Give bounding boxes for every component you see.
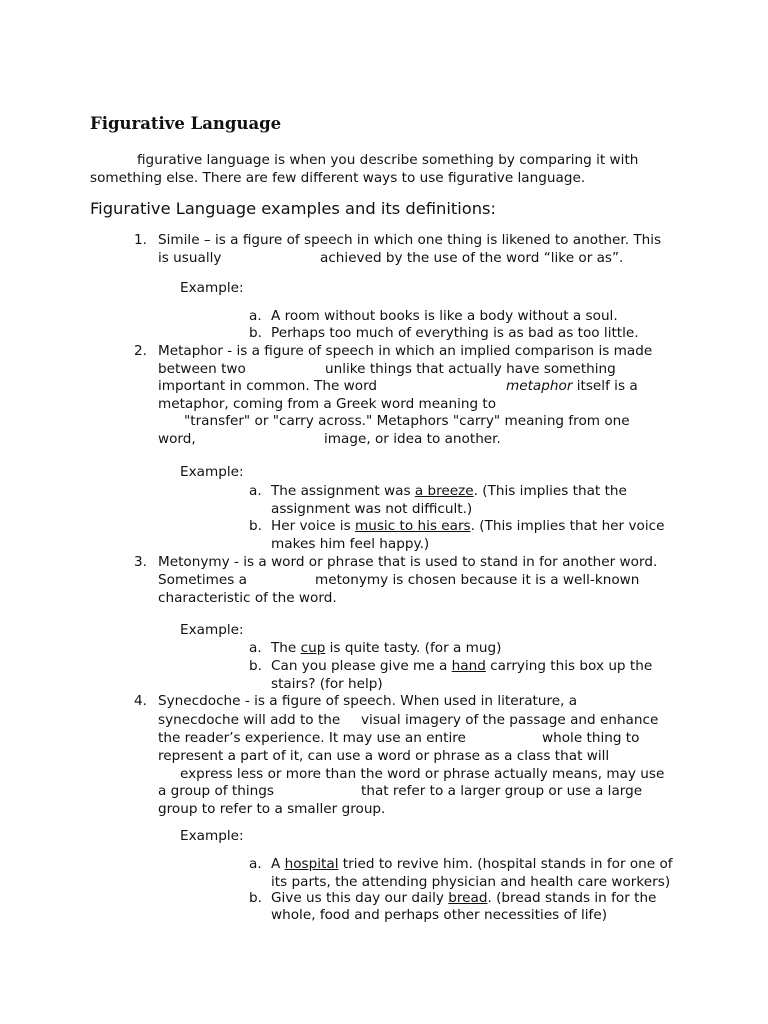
example-text: A room without books is like a body without a soul. <box>271 308 618 324</box>
example-text: stairs? (for help) <box>271 676 383 692</box>
list-number: 1. <box>134 232 147 248</box>
underlined-term: cup <box>300 640 326 656</box>
example-text <box>271 890 656 907</box>
example-post: is quite tasty. (for a mug) <box>325 640 502 656</box>
underlined-term: hand <box>451 658 486 674</box>
item-line: is usually <box>158 250 222 266</box>
item-line: the reader’s experience. It may use an entire <box>158 730 466 746</box>
item-line: group to refer to a smaller group. <box>158 801 386 817</box>
example-letter: b. <box>249 518 262 534</box>
example-text: its parts, the attending physician and health care workers) <box>271 874 671 890</box>
item-line: synecdoche will add to the <box>158 712 341 728</box>
example-letter: a. <box>249 640 262 656</box>
list-number: 4. <box>134 693 147 709</box>
example-label: Example: <box>180 464 244 480</box>
example-pre: Can you please give me a <box>271 658 452 674</box>
underlined-term: hospital <box>284 856 339 872</box>
item-line: important in common. The word <box>158 378 378 394</box>
underlined-term: bread <box>448 890 488 906</box>
item-line: Sometimes a <box>158 572 247 588</box>
example-pre: The <box>271 640 301 656</box>
intro-line-1: figurative language is when you describe something by comparing it with <box>137 152 639 168</box>
item-line: represent a part of it, can use a word or phrase as a class that will <box>158 748 610 764</box>
example-post: tried to revive him. (hospital stands in for one of <box>338 856 673 872</box>
item-line: characteristic of the word. <box>158 590 337 606</box>
item-line: Metaphor - is a figure of speech in which an implied comparison is made <box>158 343 653 359</box>
example-letter: a. <box>249 483 262 499</box>
item-line: unlike things that actually have something <box>325 361 616 377</box>
item-line: Synecdoche - is a figure of speech. When used in literature, a <box>158 693 578 709</box>
item-line: image, or idea to another. <box>324 431 501 447</box>
item-line: that refer to a larger group or use a large <box>361 783 643 799</box>
item-line: whole thing to <box>542 730 640 746</box>
example-letter: a. <box>249 856 262 872</box>
item-line: "transfer" or "carry across." Metaphors "carry" meaning from one <box>184 413 630 429</box>
example-label: Example: <box>180 280 244 296</box>
example-pre: The assignment was <box>271 483 415 499</box>
example-post: carrying this box up the <box>485 658 653 674</box>
example-label: Example: <box>180 622 244 638</box>
item-line: metonymy is chosen because it is a well-known <box>315 572 640 588</box>
example-post: . (bread stands in for the <box>487 890 657 906</box>
example-text: whole, food and perhaps other necessities of life) <box>271 907 608 923</box>
item-line: word, <box>158 431 196 447</box>
example-post: . (This implies that the <box>473 483 627 499</box>
example-letter: b. <box>249 658 262 674</box>
item-line <box>506 378 638 395</box>
underlined-term: a breeze <box>414 483 474 499</box>
underlined-term: music to his ears <box>354 518 471 534</box>
example-label: Example: <box>180 828 244 844</box>
example-text <box>271 483 627 500</box>
example-pre: Her voice is <box>271 518 355 534</box>
item-line: achieved by the use of the word “like or as”. <box>320 250 624 266</box>
example-text <box>271 640 501 657</box>
list-number: 2. <box>134 343 147 359</box>
intro-line-2: something else. There are few different ways to use figurative language. <box>90 170 586 186</box>
item-line: metaphor, coming from a Greek word meaning to <box>158 396 497 412</box>
item-line: between two <box>158 361 246 377</box>
example-pre: Give us this day our daily <box>271 890 449 906</box>
example-text <box>271 658 652 675</box>
item-line: a group of things <box>158 783 274 799</box>
example-post: . (This implies that her voice <box>470 518 665 534</box>
item-line: express less or more than the word or phrase actually means, may use <box>180 766 665 782</box>
page-title: Figurative Language <box>90 114 282 133</box>
example-letter: a. <box>249 308 262 324</box>
example-letter: b. <box>249 890 262 906</box>
item-line-tail: itself is a <box>572 378 638 394</box>
example-text: assignment was not difficult.) <box>271 501 473 517</box>
example-pre: A <box>271 856 285 872</box>
italic-word: metaphor <box>506 378 573 394</box>
list-number: 3. <box>134 554 147 570</box>
example-text: makes him feel happy.) <box>271 536 430 552</box>
example-text: Perhaps too much of everything is as bad as too little. <box>271 325 639 341</box>
example-text <box>271 518 664 535</box>
example-letter: b. <box>249 325 262 341</box>
section-heading: Figurative Language examples and its definitions: <box>90 199 496 218</box>
example-text <box>271 856 673 873</box>
item-line: Simile – is a figure of speech in which one thing is likened to another. This <box>158 232 662 248</box>
item-line: Metonymy - is a word or phrase that is used to stand in for another word. <box>158 554 658 570</box>
item-line: visual imagery of the passage and enhance <box>361 712 659 728</box>
